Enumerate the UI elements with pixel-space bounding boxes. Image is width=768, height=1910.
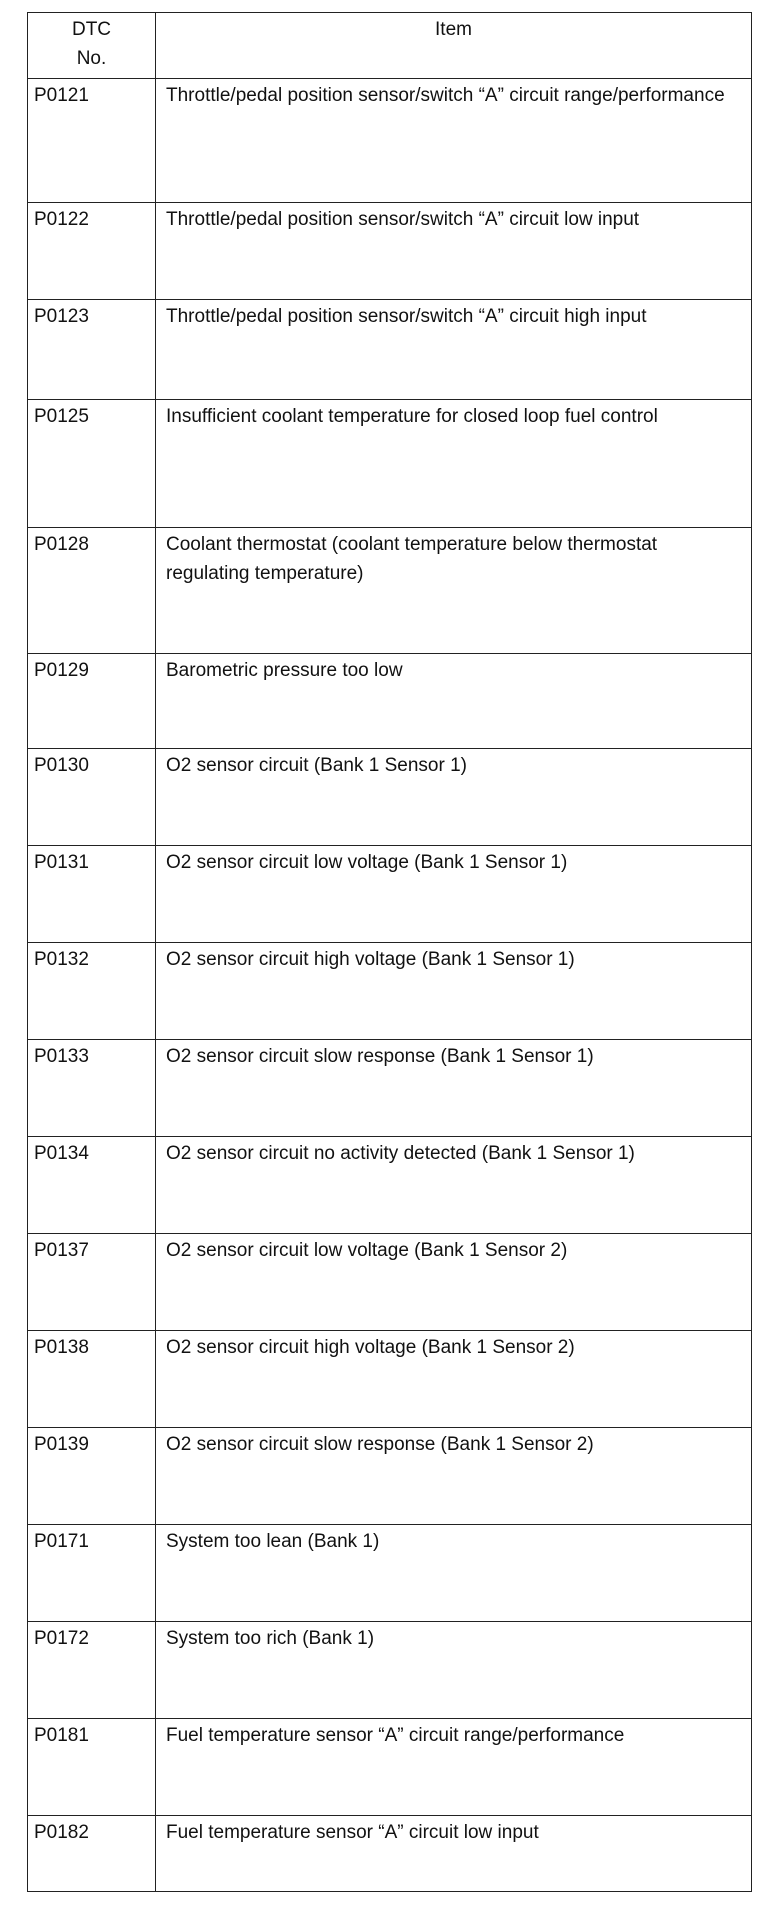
dtc-item: Coolant thermostat (coolant temperature below thermostat regulating temperature): [156, 528, 752, 654]
table-body: [28, 79, 752, 1892]
table-row: [28, 749, 752, 846]
dtc-code: P0172: [28, 1622, 156, 1719]
table-row: [28, 1040, 752, 1137]
dtc-item: Throttle/pedal position sensor/switch “A” circuit high input: [156, 300, 752, 400]
header-dtc-line2: No.: [76, 48, 107, 69]
dtc-item: O2 sensor circuit low voltage (Bank 1 Sensor 2): [156, 1234, 752, 1331]
dtc-item: O2 sensor circuit high voltage (Bank 1 Sensor 1): [156, 943, 752, 1040]
dtc-code: P0132: [28, 943, 156, 1040]
dtc-code: P0131: [28, 846, 156, 943]
dtc-item: Fuel temperature sensor “A” circuit range/performance: [156, 1719, 752, 1816]
dtc-code: P0121: [28, 79, 156, 203]
table-header-row: [28, 13, 752, 79]
dtc-item: O2 sensor circuit (Bank 1 Sensor 1): [156, 749, 752, 846]
dtc-item: Insufficient coolant temperature for closed loop fuel control: [156, 400, 752, 528]
dtc-item: Fuel temperature sensor “A” circuit low input: [156, 1816, 752, 1892]
header-dtc-line1: DTC: [71, 19, 112, 40]
table-row: [28, 654, 752, 749]
dtc-item: O2 sensor circuit high voltage (Bank 1 Sensor 2): [156, 1331, 752, 1428]
dtc-code: P0122: [28, 203, 156, 300]
dtc-code: P0133: [28, 1040, 156, 1137]
table-row: [28, 1331, 752, 1428]
dtc-item: Throttle/pedal position sensor/switch “A” circuit range/performance: [156, 79, 752, 203]
dtc-code: P0138: [28, 1331, 156, 1428]
dtc-code: P0125: [28, 400, 156, 528]
header-item: Item: [156, 13, 752, 79]
dtc-code: P0128: [28, 528, 156, 654]
dtc-item: System too lean (Bank 1): [156, 1525, 752, 1622]
table-row: [28, 1234, 752, 1331]
table-row: [28, 1622, 752, 1719]
dtc-item: Barometric pressure too low: [156, 654, 752, 749]
dtc-item: O2 sensor circuit low voltage (Bank 1 Sensor 1): [156, 846, 752, 943]
table-row: [28, 400, 752, 528]
dtc-code: P0137: [28, 1234, 156, 1331]
table-row: [28, 79, 752, 203]
dtc-code: P0123: [28, 300, 156, 400]
table-row: [28, 1816, 752, 1892]
header-dtc-no: [28, 13, 156, 79]
dtc-code: P0130: [28, 749, 156, 846]
dtc-code: P0171: [28, 1525, 156, 1622]
dtc-item: O2 sensor circuit slow response (Bank 1 Sensor 1): [156, 1040, 752, 1137]
table-row: [28, 203, 752, 300]
dtc-code: P0129: [28, 654, 156, 749]
dtc-code: P0182: [28, 1816, 156, 1892]
dtc-code: P0139: [28, 1428, 156, 1525]
dtc-item: O2 sensor circuit slow response (Bank 1 Sensor 2): [156, 1428, 752, 1525]
dtc-table: [27, 12, 752, 1892]
table-row: [28, 528, 752, 654]
dtc-code: P0134: [28, 1137, 156, 1234]
dtc-item: Throttle/pedal position sensor/switch “A” circuit low input: [156, 203, 752, 300]
dtc-code: P0181: [28, 1719, 156, 1816]
table-row: [28, 1428, 752, 1525]
dtc-item: O2 sensor circuit no activity detected (Bank 1 Sensor 1): [156, 1137, 752, 1234]
table-row: [28, 1719, 752, 1816]
table-row: [28, 1137, 752, 1234]
table-row: [28, 300, 752, 400]
dtc-item: System too rich (Bank 1): [156, 1622, 752, 1719]
table-row: [28, 943, 752, 1040]
table-row: [28, 1525, 752, 1622]
table-row: [28, 846, 752, 943]
